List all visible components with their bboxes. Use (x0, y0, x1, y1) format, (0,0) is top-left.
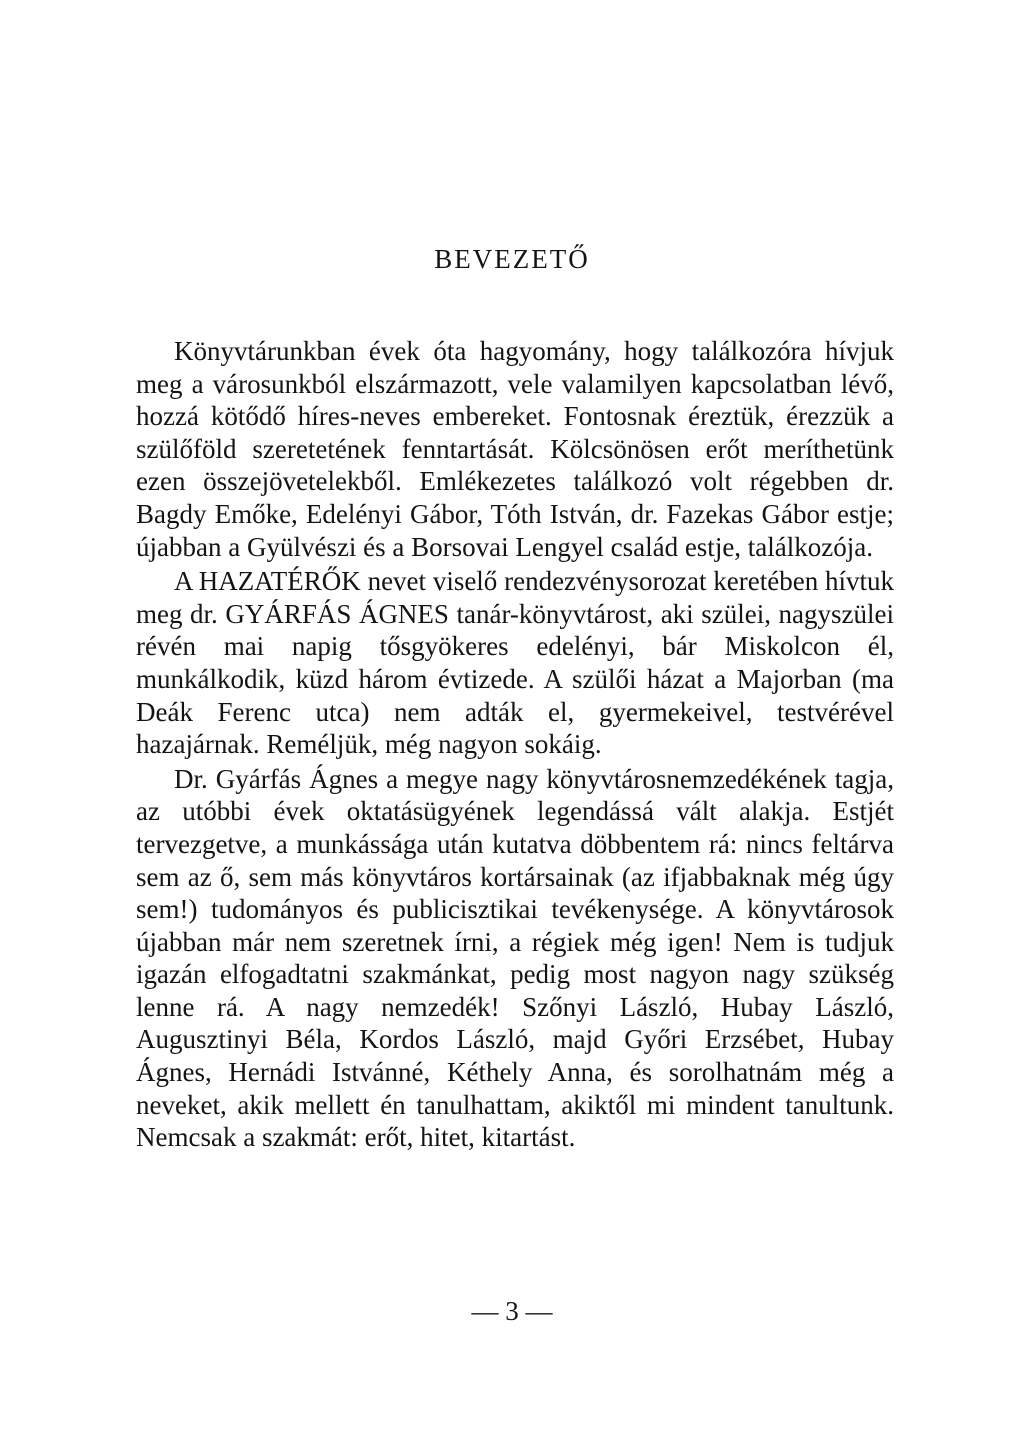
paragraph-hazaterok: A HAZATÉRŐK nevet viselő rendezvénysorozat keretében hívtuk meg dr. GYÁRFÁS ÁGNES tanár-könyvtárost, aki szülei, nagyszülei révén mai napig tősgyökeres edelényi, bár Miskolcon él, munkálkodik, küzd három évtizede. A szülői házat a Majorban (ma Deák Ferenc utca) nem adták el, gyermekeivel, testvérével hazajárnak. Reméljük, még nagyon sokáig. (136, 566, 894, 760)
page-number: — 3 — (471, 1296, 553, 1326)
page-title: BEVEZETŐ (434, 244, 590, 274)
body-text (136, 335, 894, 1154)
paragraph-nemzedek: Dr. Gyárfás Ágnes a megye nagy könyvtárosnemzedékének tagja, az utóbbi évek oktatásügyének legendássá vált alakja. Estjét tervezgetve, a munkássága után kutatva döbbentem rá: nincs feltárva sem az ő, sem más könyvtáros kortársainak (az ifjabbaknak még úgy sem!) tudományos és publicisztikai tevékenysége. A könyvtárosok újabban már nem szeretnek írni, a régiek még igen! Nem is tudjuk igazán elfogadtatni szakmánkat, pedig most nagyon nagy szükség lenne rá. A nagy nemzedék! Szőnyi László, Hubay László, Augusztinyi Béla, Kordos László, majd Győri Erzsébet, Hubay Ágnes, Hernádi Istvánné, Kéthely Anna, és sorolhatnám még a neveket, akik mellett én tanulhattam, akiktől mi mindent tanultunk. Nemcsak a szakmát: erőt, hitet, kitartást. (136, 763, 894, 1153)
paragraph-intro: Könyvtárunkban évek óta hagyomány, hogy találkozóra hívjuk meg a városunkból elszármazott, vele valamilyen kapcsolatban lévő, hozzá kötődő híres-neves embereket. Fontosnak éreztük, érezzük a szülőföld szeretetének fenntartását. Kölcsönösen erőt meríthetünk ezen összejövetelekből. Emlékezetes találkozó volt régebben dr. Bagdy Emőke, Edelényi Gábor, Tóth István, dr. Fazekas Gábor estje; újabban a Gyülvészi és a Borsovai Lengyel család estje, találkozója. (136, 336, 894, 562)
